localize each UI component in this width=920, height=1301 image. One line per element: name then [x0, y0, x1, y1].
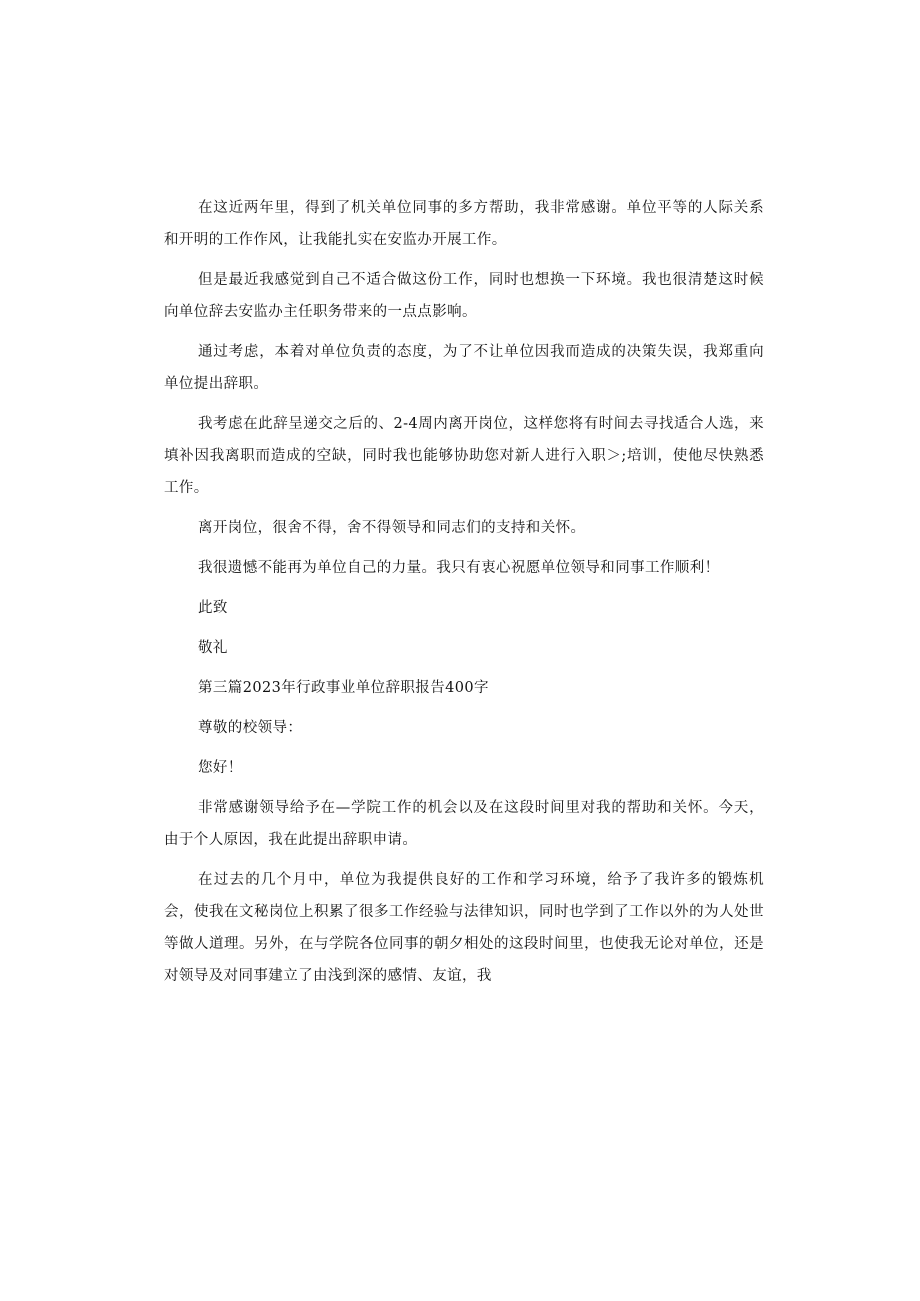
- paragraph-gratitude: 非常感谢领导给予在—学院工作的机会以及在这段时间里对我的帮助和关怀。今天，由于个人原因，我在此提出辞职申请。: [164, 800, 764, 848]
- letter-greeting: 您好！: [198, 760, 243, 776]
- paragraph-thanks: 在这近两年里，得到了机关单位同事的多方帮助，我非常感谢。单位平等的人际关系和开明的工作作风，让我能扎实在安监办开展工作。: [164, 200, 764, 248]
- paragraph-wishes: 我很遗憾不能再为单位自己的力量。我只有衷心祝愿单位领导和同事工作顺利！: [198, 560, 720, 576]
- paragraph-farewell: 离开岗位，很舍不得，舍不得领导和同志们的支持和关怀。: [198, 520, 586, 536]
- closing-salutation: 此致: [198, 600, 228, 616]
- paragraph-resign: 通过考虑，本着对单位负责的态度，为了不让单位因我而造成的决策失误，我郑重向单位提出辞职。: [164, 344, 764, 392]
- document-body: [164, 192, 764, 1000]
- letter-addressee: 尊敬的校领导：: [198, 720, 303, 736]
- section-heading: 第三篇2023年行政事业单位辞职报告400字: [198, 680, 489, 696]
- paragraph-experience: 在过去的几个月中，单位为我提供良好的工作和学习环境，给予了我许多的锻炼机会，使我在文秘岗位上积累了很多工作经验与法律知识，同时也学到了工作以外的为人处世等做人道理。另外，在与学院各位同事的朝夕相处的这段时间里，也使我无论对单位，还是对领导及对同事建立了由浅到深的感情、友谊，我: [164, 872, 764, 984]
- closing-regards: 敬礼: [198, 640, 228, 656]
- paragraph-handover: 我考虑在此辞呈递交之后的、2-4周内离开岗位，这样您将有时间去寻找适合人选，来填补因我离职而造成的空缺，同时我也能够协助您对新人进行入职＞;培训，使他尽快熟悉工作。: [164, 416, 764, 496]
- paragraph-reason: 但是最近我感觉到自己不适合做这份工作，同时也想换一下环境。我也很清楚这时候向单位辞去安监办主任职务带来的一点点影响。: [164, 272, 764, 320]
